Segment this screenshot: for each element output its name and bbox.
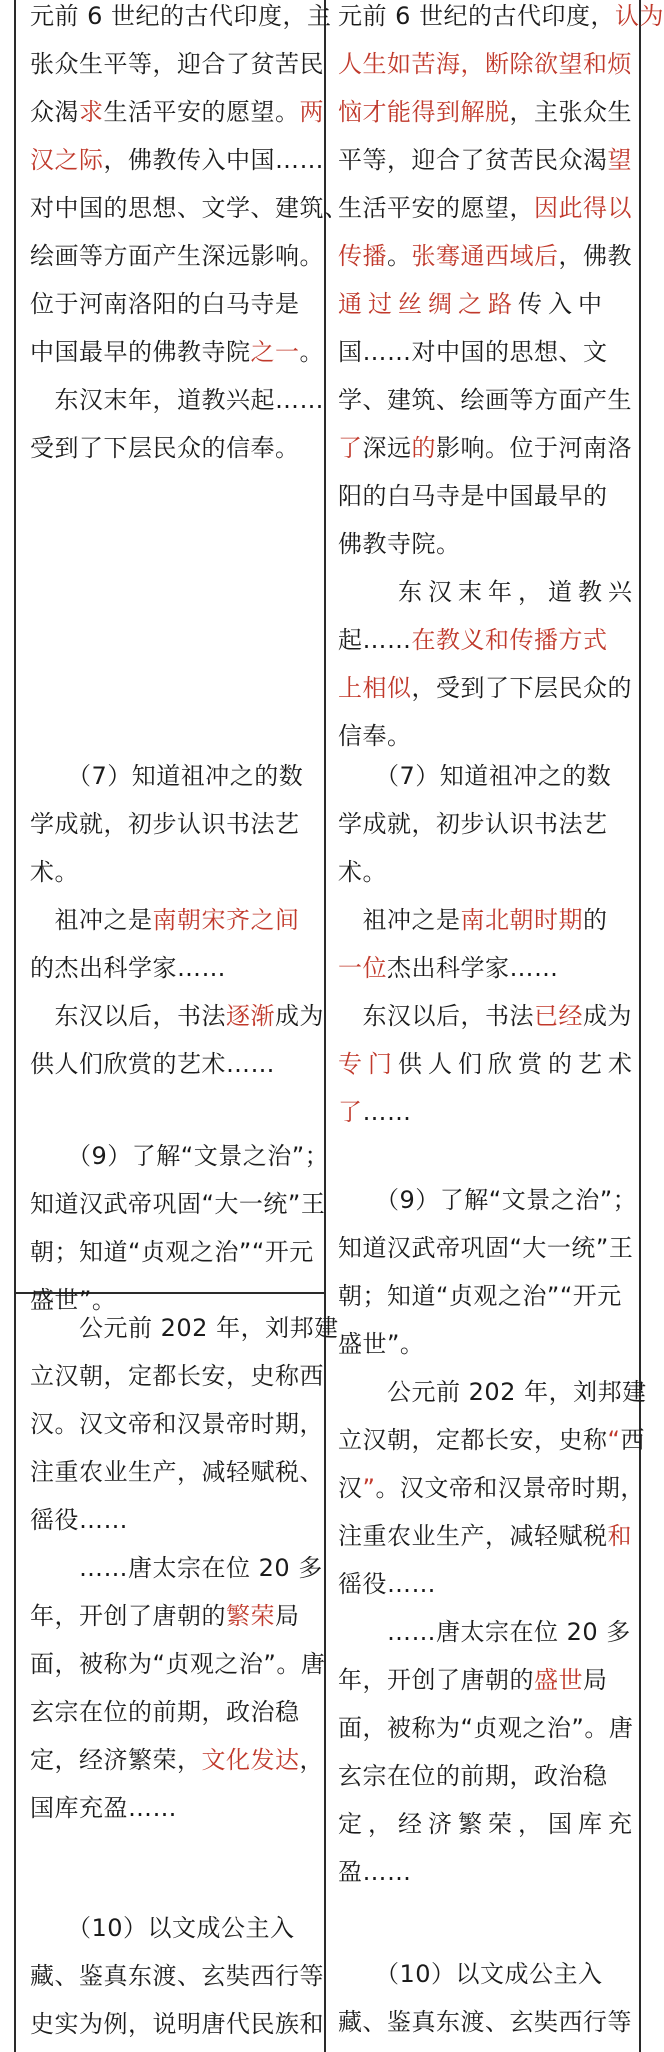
text-line (338, 848, 632, 896)
text-line (338, 472, 632, 520)
text-run: 定，经济繁荣， (30, 1746, 202, 1774)
revised-text-run: ” (362, 1474, 376, 1502)
revised-text-run: 和 (607, 1522, 632, 1550)
text-line (338, 1368, 647, 1416)
text-run: 祖冲之是 (338, 906, 461, 934)
text-run: 面，被称为“贞观之治”。唐 (30, 1650, 326, 1678)
text-line (338, 0, 664, 40)
text-line (30, 1448, 324, 1496)
text-line (338, 1656, 632, 1704)
left-block-buddhism (30, 0, 349, 472)
text-line (30, 1304, 339, 1352)
revised-text-run: 繁荣 (226, 1602, 275, 1630)
left-block-wencheng (30, 1904, 324, 2048)
text-run: 元前 6 世纪的古代印度， (338, 2, 616, 30)
text-run: 。 (299, 338, 324, 366)
text-run: 公元前 202 年，刘邦建 (338, 1378, 647, 1406)
text-run: 国库充盈…… (30, 1794, 177, 1822)
text-run: 徭役…… (30, 1506, 128, 1534)
text-run: 平等，迎合了贫苦民众渴 (338, 146, 608, 174)
text-run: 众渴 (30, 98, 79, 126)
text-run: 公元前 202 年，刘邦建 (30, 1314, 339, 1342)
text-line (30, 1496, 318, 1544)
text-run: 知道汉武帝巩固“大一统”王 (30, 1190, 326, 1218)
right-block-wencheng (338, 1950, 632, 2046)
text-run: 东汉末年，道教兴起…… (30, 386, 324, 414)
text-run: 术。 (338, 858, 387, 886)
text-line (338, 1998, 632, 2046)
text-run: 中国最早的佛教寺院 (30, 338, 251, 366)
text-run: 朝；知道“贞观之治”“开元 (30, 1238, 314, 1266)
revised-text-run: 已经 (534, 1002, 583, 1030)
text-line (338, 1848, 632, 1896)
text-run: …… (362, 1098, 412, 1126)
left-block-han-tang (30, 1304, 339, 1832)
table-right-border (639, 0, 641, 2052)
text-run: ，佛教 (558, 242, 632, 270)
text-run: 国……对中国的思想、文 (338, 338, 608, 366)
text-line (338, 1416, 645, 1464)
text-line (338, 184, 632, 232)
text-run: 元前 6 世纪的古代印度，主 (30, 2, 332, 30)
text-run: 成为 (583, 1002, 632, 1030)
text-run: ……唐太宗在位 20 多 (30, 1554, 323, 1582)
text-line (30, 424, 318, 472)
text-run: 西 (620, 1426, 645, 1454)
revised-text-run: 恼才能得到解脱 (338, 98, 510, 126)
revised-text-run: 求 (79, 98, 104, 126)
text-run: 徭役…… (338, 1570, 436, 1598)
text-run: （7）知道祖冲之的数 (30, 762, 304, 790)
text-line (30, 40, 324, 88)
text-run: 。 (387, 242, 412, 270)
revised-text-run: 因此得以 (534, 194, 632, 222)
revised-text-run: 了 (338, 1098, 363, 1126)
revised-text-run: 南朝宋齐之间 (152, 906, 300, 934)
text-run: 杰出科学家…… (387, 954, 559, 982)
text-line (30, 1544, 323, 1592)
text-run: 立汉朝，定都长安，史称西 (30, 1362, 324, 1390)
text-run: 盛世”。 (30, 1286, 117, 1314)
text-run: 藏、鉴真东渡、玄奘西行等 (30, 1962, 324, 1990)
text-run: ……唐太宗在位 20 多 (338, 1618, 631, 1646)
text-line (30, 0, 332, 40)
text-line (30, 848, 318, 896)
text-line (338, 1320, 632, 1368)
text-line (30, 1688, 318, 1736)
text-run: 绘画等方面产生深远影响。 (30, 242, 324, 270)
text-line (30, 280, 318, 328)
text-line (338, 280, 632, 328)
text-line (30, 1132, 330, 1180)
text-line (338, 40, 632, 88)
text-line (338, 1608, 632, 1656)
text-run: 学成就，初步认识书法艺 (30, 810, 300, 838)
text-run: 传入中 (518, 290, 608, 318)
text-run: 汉 (338, 1474, 363, 1502)
right-block-zu-chongzhi (338, 752, 638, 1136)
text-line (338, 1950, 632, 1998)
text-line (338, 992, 632, 1040)
text-run: 汉。汉文帝和汉景帝时期， (30, 1410, 324, 1438)
text-line (338, 1224, 632, 1272)
text-line (338, 800, 632, 848)
revised-text-run: 上相似 (338, 674, 412, 702)
text-line (338, 944, 632, 992)
text-run: 张众生平等，迎合了贫苦民 (30, 50, 324, 78)
text-run: 深远 (362, 434, 412, 462)
revised-text-run: 张骞通西域后 (411, 242, 559, 270)
text-run: 年，开创了唐朝的 (30, 1602, 226, 1630)
text-run: 。汉文帝和汉景帝时期， (375, 1474, 645, 1502)
revised-text-run: 专门 (338, 1050, 398, 1078)
text-line (30, 752, 318, 800)
text-line (30, 136, 324, 184)
text-line (30, 1592, 318, 1640)
text-run: 影响。位于河南洛 (436, 434, 632, 462)
text-run: 局 (275, 1602, 300, 1630)
text-run: （10）以文成公主入 (30, 1914, 295, 1942)
text-run: 的杰出科学家…… (30, 954, 226, 982)
text-line (30, 2000, 324, 2048)
text-line (30, 1352, 324, 1400)
revised-text-run: 汉之际 (30, 146, 104, 174)
text-run: 学、建筑、绘画等方面产生 (338, 386, 632, 414)
revised-text-run: 逐渐 (226, 1002, 275, 1030)
text-run: ，佛教传入中国…… (103, 146, 324, 174)
text-run: 位于河南洛阳的白马寺是 (30, 290, 300, 318)
text-line (338, 1272, 632, 1320)
text-run: 生活平安的愿望， (338, 194, 534, 222)
text-line (30, 232, 324, 280)
text-run: 藏、鉴真东渡、玄奘西行等 (338, 2008, 632, 2036)
revised-text-run: 通过丝绸之路 (338, 290, 518, 318)
revised-text-run: 之一 (250, 338, 300, 366)
text-line (30, 1904, 318, 1952)
text-line (338, 232, 632, 280)
text-line (30, 88, 324, 136)
text-run: 东汉以后，书法 (30, 1002, 226, 1030)
text-run: 盈…… (338, 1858, 412, 1886)
text-line (338, 1088, 632, 1136)
text-run: 对中国的思想、文学、建筑、 (30, 194, 349, 222)
left-block-wenjing-zhizhi (30, 1132, 330, 1324)
text-line (338, 1800, 638, 1848)
text-run: 生活平安的愿望。 (103, 98, 300, 126)
revised-text-run: 在教义和传播方式 (411, 626, 608, 654)
text-line (338, 1560, 632, 1608)
text-line (30, 992, 324, 1040)
text-line (338, 1512, 632, 1560)
revised-text-run: 一位 (338, 954, 387, 982)
text-run: （10）以文成公主入 (338, 1960, 603, 1988)
table-column-divider (324, 0, 326, 2052)
text-line (338, 136, 632, 184)
revised-text-run: 望 (607, 146, 632, 174)
text-line (30, 1400, 324, 1448)
revised-text-run: 了 (338, 434, 363, 462)
revised-text-run: 的 (411, 434, 436, 462)
text-run: 东汉以后，书法 (338, 1002, 534, 1030)
text-line (30, 1228, 318, 1276)
text-run: 供人们欣赏的艺术 (398, 1050, 638, 1078)
text-run: 面，被称为“贞观之治”。唐 (338, 1714, 634, 1742)
text-line (338, 664, 632, 712)
text-line (338, 376, 632, 424)
text-run: 史实为例，说明唐代民族和 (30, 2010, 324, 2038)
revised-text-run: 两 (299, 98, 324, 126)
text-line (338, 328, 632, 376)
text-run: 注重农业生产，减轻赋税、 (30, 1458, 324, 1486)
text-run: 术。 (30, 858, 79, 886)
text-run: 的 (583, 906, 608, 934)
revised-text-run: 文化发达 (201, 1746, 300, 1774)
text-line (30, 896, 318, 944)
text-line (338, 1464, 645, 1512)
text-run: 定，经济繁荣，国库充 (338, 1810, 638, 1838)
text-run: （9）了解“文景之治”； (30, 1142, 330, 1170)
text-line (30, 944, 318, 992)
text-run: 玄宗在位的前期，政治稳 (338, 1762, 608, 1790)
right-block-wenjing-han-tang (338, 1176, 647, 1896)
text-line (30, 1040, 318, 1088)
right-block-buddhism (338, 0, 664, 760)
text-line (338, 520, 632, 568)
text-line (338, 568, 638, 616)
text-line (30, 1736, 324, 1784)
text-line (30, 376, 324, 424)
revised-text-run: “ (607, 1426, 621, 1454)
text-run: 玄宗在位的前期，政治稳 (30, 1698, 300, 1726)
text-run: 阳的白马寺是中国最早的 (338, 482, 608, 510)
text-run: （9）了解“文景之治”； (338, 1186, 638, 1214)
text-line (338, 1040, 638, 1088)
text-line (338, 424, 632, 472)
revised-text-run: 盛世 (534, 1666, 583, 1694)
revised-text-run: 认为 (615, 2, 664, 30)
text-line (338, 616, 632, 664)
text-line (30, 184, 349, 232)
text-run: 信奉。 (338, 722, 412, 750)
revised-text-run: 人生如苦海，断除欲望和烦 (338, 50, 632, 78)
text-run: 祖冲之是 (30, 906, 153, 934)
text-run: （7）知道祖冲之的数 (338, 762, 612, 790)
text-run: 知道汉武帝巩固“大一统”王 (338, 1234, 634, 1262)
text-run: 局 (583, 1666, 608, 1694)
text-run: 朝；知道“贞观之治”“开元 (338, 1282, 622, 1310)
text-run: 供人们欣赏的艺术…… (30, 1050, 275, 1078)
text-run: 学成就，初步认识书法艺 (338, 810, 608, 838)
text-line (30, 1640, 326, 1688)
text-line (338, 1704, 632, 1752)
text-line (338, 1176, 638, 1224)
text-run: 注重农业生产，减轻赋税 (338, 1522, 608, 1550)
revised-text-run: 传播 (338, 242, 387, 270)
text-run: ，主张众生 (509, 98, 632, 126)
left-block-zu-chongzhi (30, 752, 324, 1088)
text-run: 起…… (338, 626, 412, 654)
table-left-border (14, 0, 16, 2052)
text-line (30, 328, 324, 376)
text-run: 受到了下层民众的信奉。 (30, 434, 300, 462)
text-run: 成为 (275, 1002, 324, 1030)
text-run: ， (299, 1746, 324, 1774)
text-run: ，受到了下层民众的 (411, 674, 632, 702)
text-run: 年，开创了唐朝的 (338, 1666, 534, 1694)
text-line (30, 800, 318, 848)
text-run: 盛世”。 (338, 1330, 425, 1358)
text-line (338, 896, 632, 944)
text-run: 佛教寺院。 (338, 530, 461, 558)
revised-text-run: 南北朝时期 (460, 906, 583, 934)
text-line (30, 1952, 324, 2000)
text-line (30, 1784, 318, 1832)
text-line (338, 752, 632, 800)
text-line (30, 1180, 326, 1228)
text-run: 立汉朝，定都长安，史称 (338, 1426, 608, 1454)
text-run: 东汉末年，道教兴 (338, 578, 638, 606)
text-line (338, 1752, 632, 1800)
text-line (338, 88, 632, 136)
